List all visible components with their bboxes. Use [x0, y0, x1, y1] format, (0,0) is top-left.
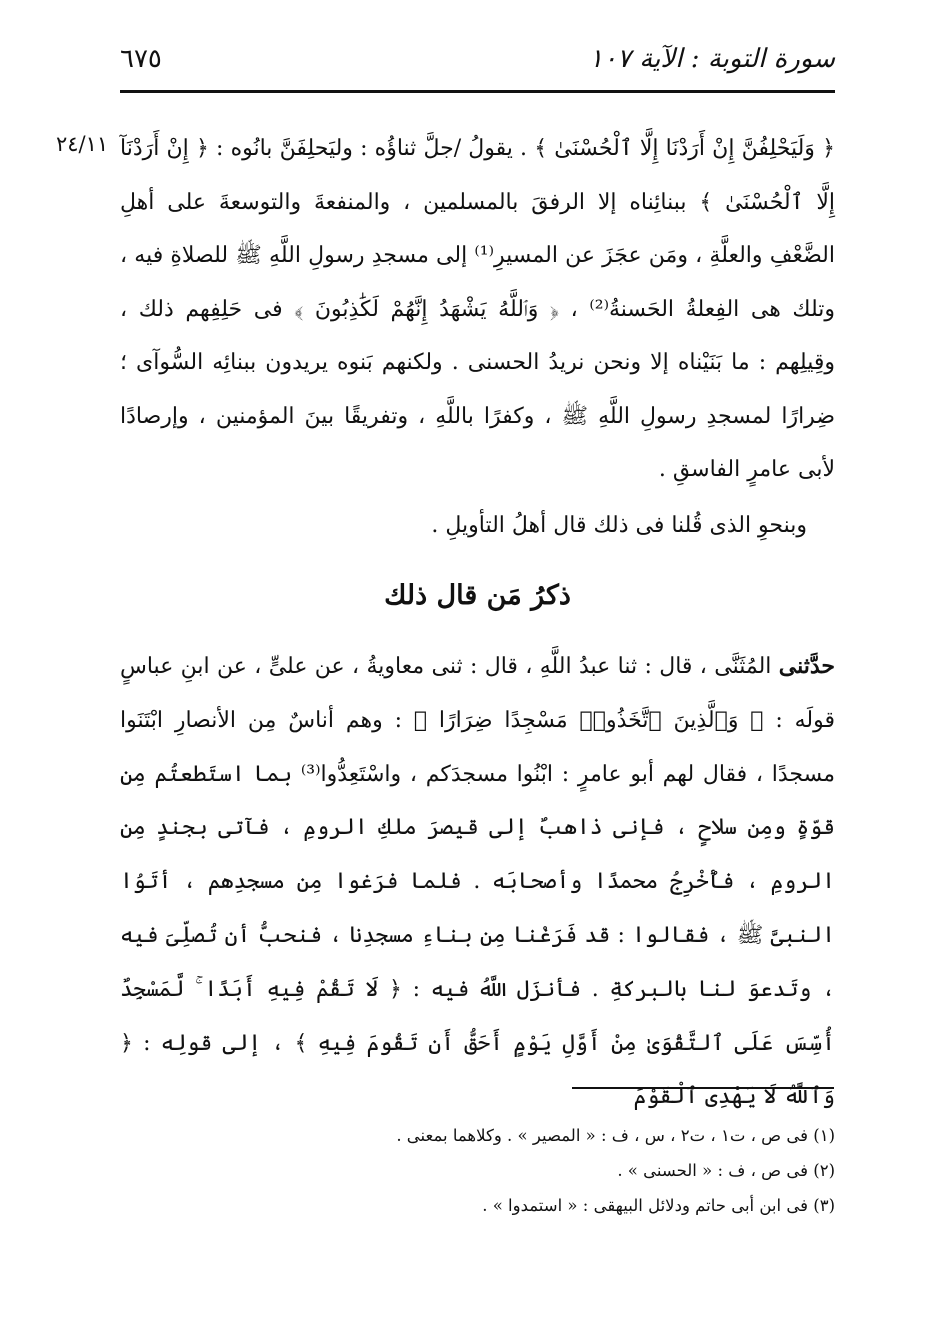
footnote-1: (١) فى ص ، ت١ ، ت٢ ، س ، ف : « المصير » . وكلاهما بمعنى . — [396, 1126, 835, 1145]
page-number: ٦٧٥ — [120, 44, 162, 74]
footnote-rule — [572, 1087, 834, 1089]
paragraph-commentary: ﴿ وَلَيَحْلِفُنَّ إِنْ أَرَدْنَا إِلَّا ٱلْحُسْنَىٰ ﴾ . يقولُ /جلَّ ثناؤُه : وليَحلِفَنَّ بانُوه : ﴿ إِنْ أَرَدْنَآ إِلَّا ٱلْحُسْنَىٰ ﴾ ببنائِناه إلا الرفقَ بالمسلمين ، والمنفعةَ والتوسعةَ على أهلِ الضَّعْفِ والعلَّةِ ، ومَن عجَزَ عن المسيرِ⁽¹⁾ إلى مسجدِ رسولِ اللَّهِ ﷺ للصلاةِ فيه ، وتلك هى الفِعلةُ الحَسنةُ⁽²⁾ ، ﴿ وَٱللَّهُ يَشْهَدُ إِنَّهُمْ لَكَٰذِبُونَ ﴾ فى حَلِفِهم ذلك ، وقِيلِهم : ما بَنَيْناه إلا ونحن نريدُ الحسنى . ولكنهم بَنوه يريدون ببنائِه السُّوآى ؛ ضِرارًا لمسجدِ رسولِ اللَّهِ ﷺ ، وكفرًا باللَّهِ ، وتفريقًا بينَ المؤمنين ، وإرصادًا لأبى عامرٍ الفاسقِ . — [120, 136, 835, 482]
running-title: سورة التوبة : الآية ١٠٧ — [589, 44, 835, 74]
page-header — [120, 40, 835, 86]
main-text-top — [120, 122, 835, 552]
section-heading: ذكرُ مَن قال ذلك — [384, 580, 571, 611]
narration-lead-word: حدَّثنى — [778, 653, 835, 679]
paragraph-narration — [120, 640, 835, 1124]
paragraph-transition: وبنحوِ الذى قُلنا فى ذلك قال أهلُ التأويلِ . — [431, 512, 807, 538]
footnote-3: (٣) فى ابن أبى حاتم ودلائل البيهقى : « استمدوا » . — [482, 1196, 835, 1215]
header-rule — [120, 90, 835, 93]
margin-volume-page-reference: ٢٤/١١ — [56, 132, 109, 156]
narration-text: المُثَنَّى ، قال : ثنا عبدُ اللَّهِ ، قال : ثنى معاويةُ ، عن علىٍّ ، عن ابنِ عباسٍ قولَه : ﴿ وَٱلَّذِينَ ٱتَّخَذُوا۟ مَسْجِدًا ضِرَارًا ﴾ : وهم أناسٌ مِن الأنصارِ ابْتَنَوا مسجدًا ، فقال لهم أبو عامرٍ : ابْنُوا مسجدَكم ، واسْتَعِدُّوا⁽³⁾ بما استَطعتُم مِن قوّةٍ ومِن سلاحٍ ، فإنى ذاهبٌ إلى قيصرَ ملكِ الرومِ ، فآتى بجندٍ مِن الرومِ ، فأُخْرِجُ محمدًا وأصحابَه . فلما فرَغوا مِن مسجدِهم ، أتَوُا النبىَّ ﷺ ، فقالوا : قد فَرَغْنا مِن بناءِ مسجدِنا ، فنحبُّ أن تُصلِّىَ فيه ، وتَدعوَ لنا بالبركةِ . فأنزَل اللَّهُ فيه : ﴿ لَا تَقُمْ فِيهِ أَبَدًا ۚ لَّمَسْجِدٌ أُسِّسَ عَلَى ٱلتَّقْوَىٰ مِنْ أَوَّلِ يَوْمٍ أَحَقُّ أَن تَقُومَ فِيهِ ﴾ ، إلى قولِه : ﴿ وَٱللَّهُ لَا يَهْدِى ٱلْقَوْمَ — [120, 654, 835, 1110]
main-text-bottom — [120, 640, 835, 1124]
footnote-2: (٢) فى ص ، ف : « الحسنى » . — [617, 1161, 835, 1180]
footnotes — [120, 1118, 835, 1223]
